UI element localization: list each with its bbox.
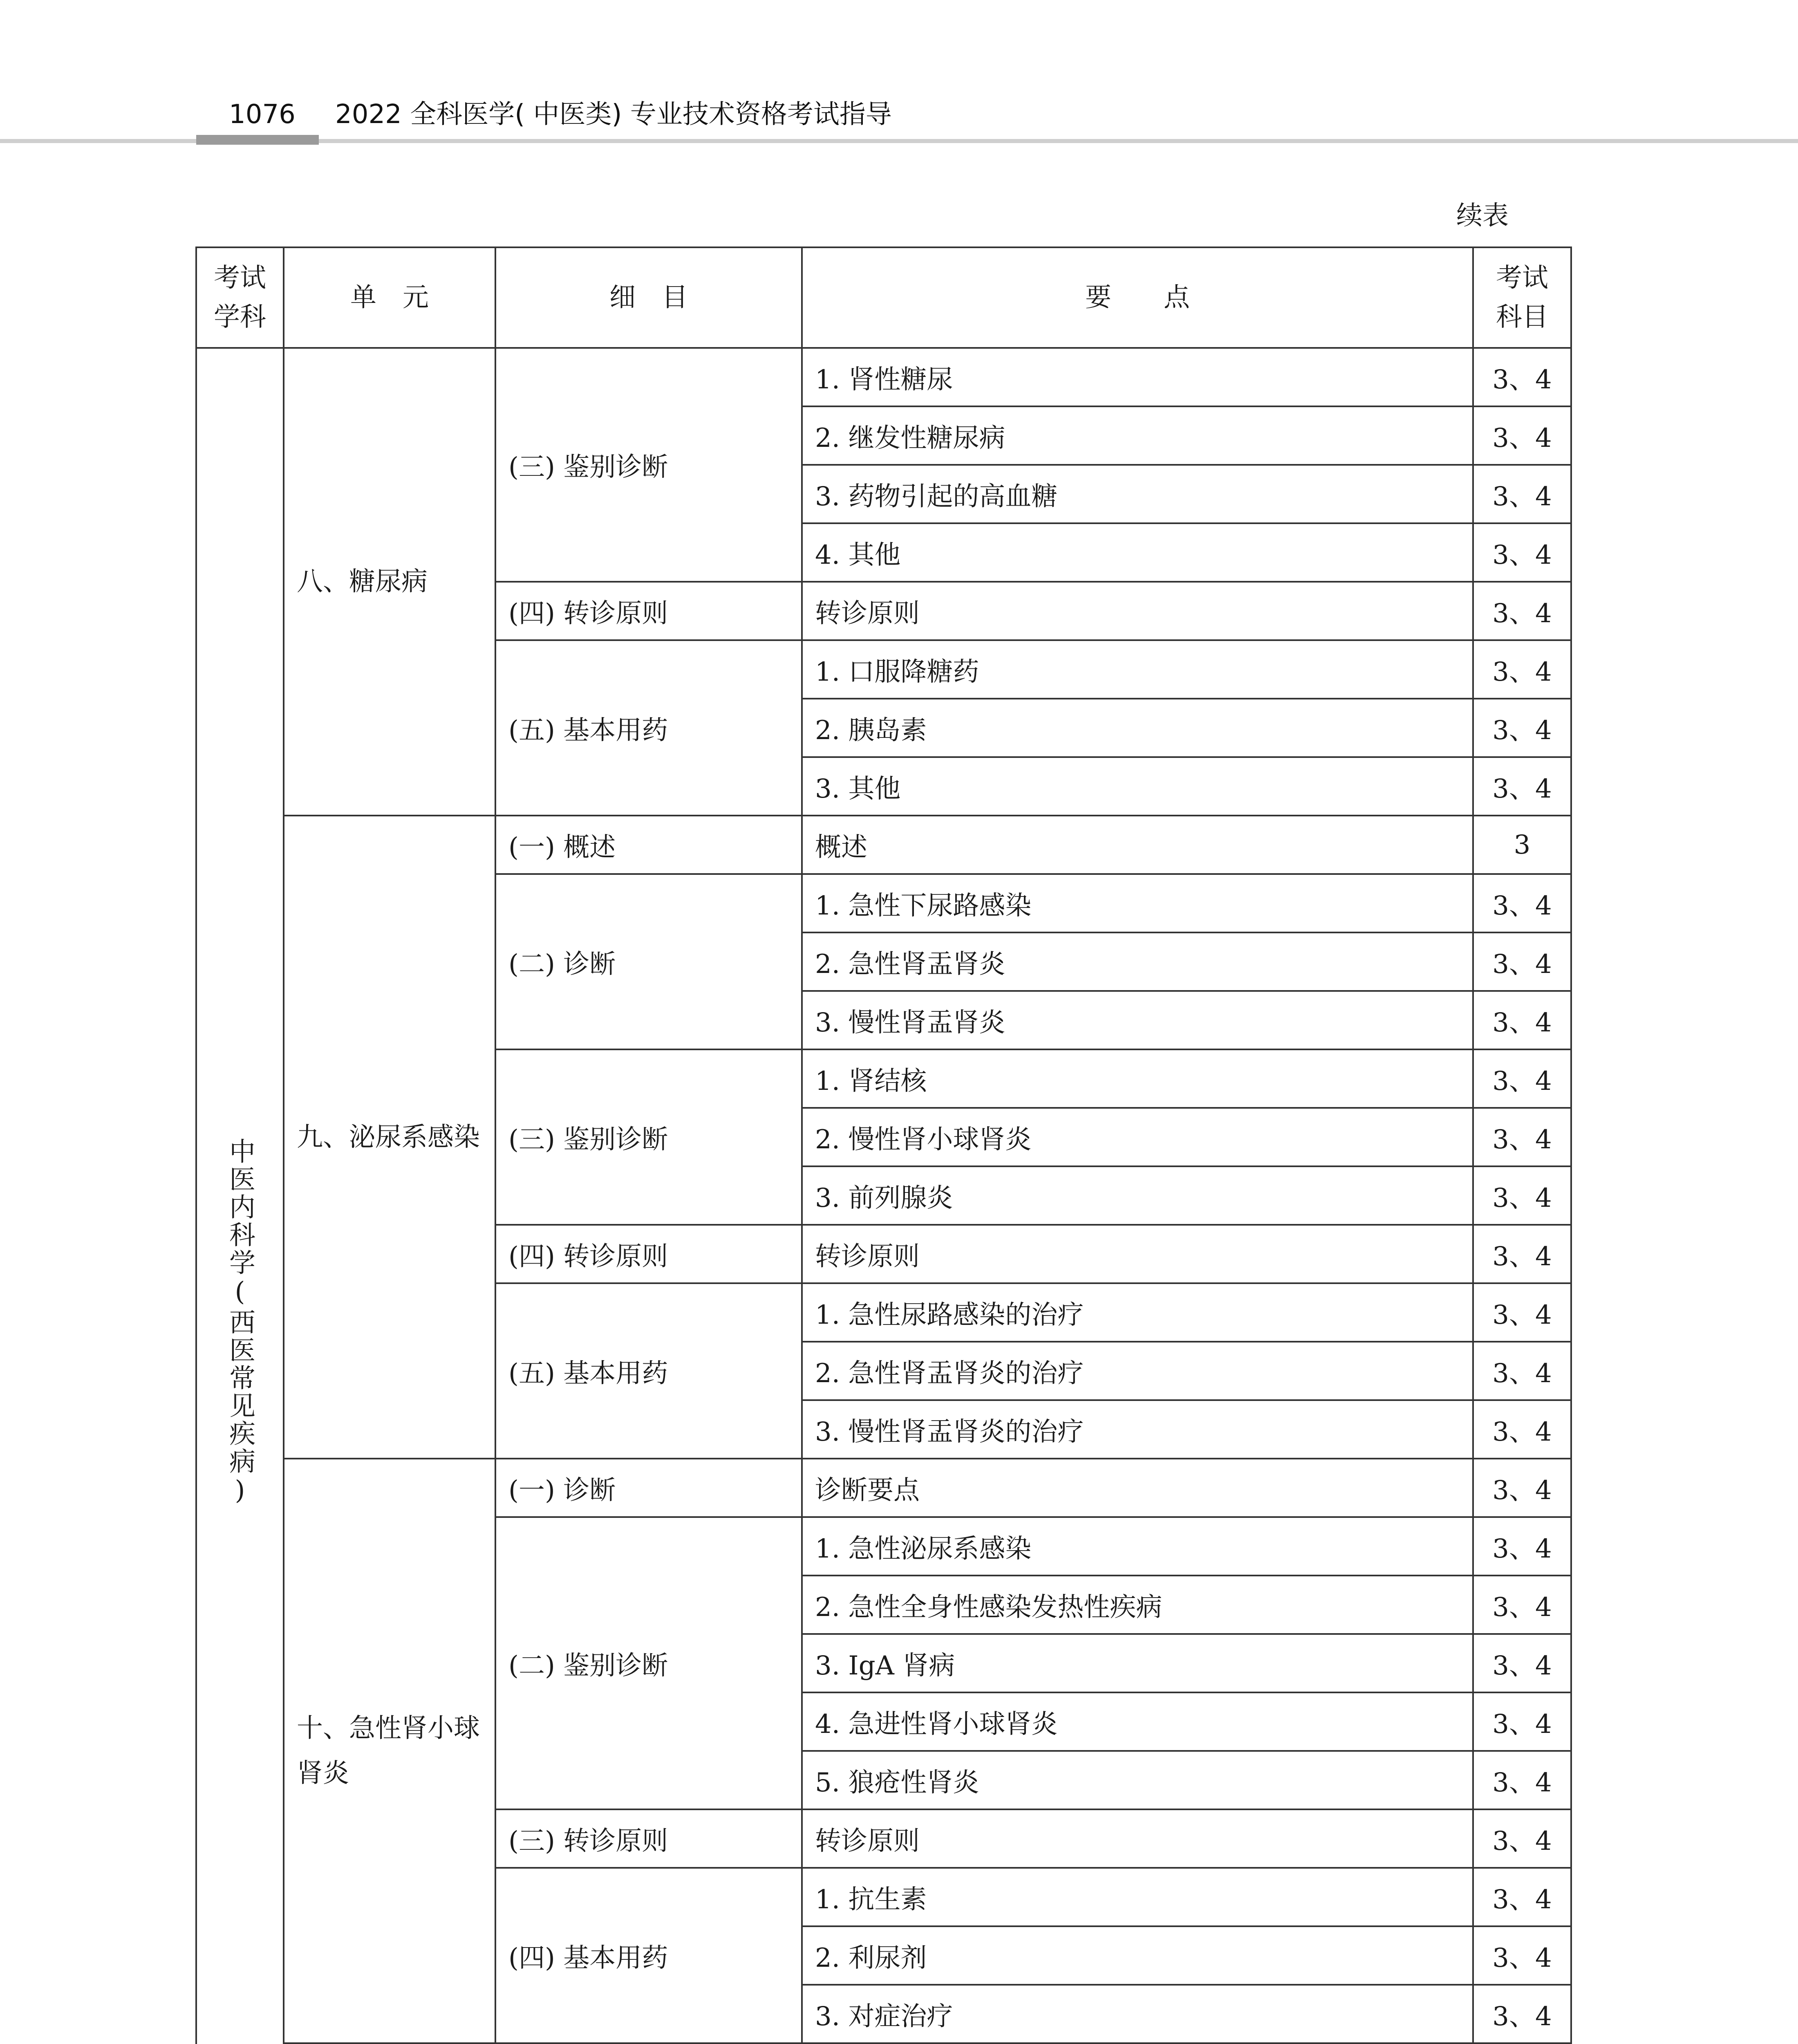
column-header-unit: 单 元 [284,247,495,348]
exam-subject-cell: 3、4 [1473,1400,1571,1459]
point-cell: 3. 其他 [802,757,1473,816]
exam-subject-cell: 3、4 [1473,991,1571,1049]
unit-cell: 十、急性肾小球肾炎 [284,1459,495,2043]
unit-cell: 九、泌尿系感染 [284,816,495,1459]
point-cell: 转诊原则 [802,582,1473,640]
table-row [196,816,1571,874]
continued-label: 续表 [1456,201,1509,231]
item-cell: (三) 鉴别诊断 [495,348,802,582]
exam-subject-cell: 3、4 [1473,1225,1571,1283]
point-cell: 概述 [802,816,1473,874]
point-cell: 5. 狼疮性肾炎 [802,1751,1473,1809]
exam-subject-cell: 3、4 [1473,348,1571,406]
column-header-subject [196,247,284,348]
exam-subject-cell: 3、4 [1473,757,1571,816]
exam-subject-cell: 3 [1473,816,1571,874]
column-header-item: 细 目 [495,247,802,348]
item-cell: (四) 转诊原则 [495,582,802,640]
item-cell: (二) 鉴别诊断 [495,1517,802,1809]
exam-subject-cell: 3、4 [1473,1926,1571,1985]
column-header-subject-text: 考试 学科 [214,263,266,332]
exam-subject-cell: 3、4 [1473,1166,1571,1225]
exam-subject-cell: 3、4 [1473,1985,1571,2043]
point-cell: 转诊原则 [802,1809,1473,1868]
exam-subject-cell: 3、4 [1473,640,1571,699]
table-row [196,348,1571,406]
point-cell: 3. 药物引起的高血糖 [802,465,1473,523]
page-number: 1076 [229,99,296,130]
exam-subject-cell: 3、4 [1473,1692,1571,1751]
column-header-point: 要 点 [802,247,1473,348]
item-cell: (三) 鉴别诊断 [495,1049,802,1225]
point-cell: 3. 前列腺炎 [802,1166,1473,1225]
item-cell: (四) 转诊原则 [495,1225,802,1283]
point-cell: 3. IgA 肾病 [802,1634,1473,1692]
point-cell: 诊断要点 [802,1459,1473,1517]
point-cell: 转诊原则 [802,1225,1473,1283]
subject-text: 中医内科学(西医常见疾病) [225,1137,255,1507]
point-cell: 4. 其他 [802,523,1473,582]
point-cell: 1. 口服降糖药 [802,640,1473,699]
point-cell: 2. 急性肾盂肾炎 [802,932,1473,991]
table-body [196,348,1571,2044]
exam-subject-cell: 3、4 [1473,1634,1571,1692]
exam-subject-cell: 3、4 [1473,1049,1571,1108]
item-cell: (五) 基本用药 [495,640,802,816]
point-cell: 1. 肾结核 [802,1049,1473,1108]
column-header-exam [1473,247,1571,348]
item-cell: (三) 转诊原则 [495,1809,802,1868]
point-cell: 3. 慢性肾盂肾炎的治疗 [802,1400,1473,1459]
point-cell: 3. 慢性肾盂肾炎 [802,991,1473,1049]
point-cell: 1. 急性泌尿系感染 [802,1517,1473,1576]
page-header [0,0,1798,147]
book-title: 2022 全科医学( 中医类) 专业技术资格考试指导 [335,99,892,130]
exam-subject-cell: 3、4 [1473,582,1571,640]
item-cell: (一) 概述 [495,816,802,874]
point-cell: 1. 急性尿路感染的治疗 [802,1283,1473,1342]
point-cell: 2. 慢性肾小球肾炎 [802,1108,1473,1166]
exam-subject-cell: 3、4 [1473,465,1571,523]
item-cell: (一) 诊断 [495,1459,802,1517]
exam-subject-cell: 3、4 [1473,1108,1571,1166]
exam-subject-cell: 3、4 [1473,1283,1571,1342]
exam-subject-cell: 3、4 [1473,1459,1571,1517]
point-cell: 2. 急性全身性感染发热性疾病 [802,1576,1473,1634]
point-cell: 1. 抗生素 [802,1868,1473,1926]
point-cell: 2. 胰岛素 [802,699,1473,757]
syllabus-table [195,247,1572,2044]
exam-subject-cell: 3、4 [1473,1576,1571,1634]
subject-cell [196,348,284,2044]
item-cell: (二) 诊断 [495,874,802,1049]
item-cell: (五) 基本用药 [495,1283,802,1459]
point-cell: 2. 利尿剂 [802,1926,1473,1985]
point-cell: 1. 肾性糖尿 [802,348,1473,406]
exam-subject-cell: 3、4 [1473,874,1571,932]
point-cell: 4. 急进性肾小球肾炎 [802,1692,1473,1751]
point-cell: 2. 继发性糖尿病 [802,406,1473,465]
table-header-row [196,247,1571,348]
exam-subject-cell: 3、4 [1473,406,1571,465]
exam-subject-cell: 3、4 [1473,932,1571,991]
exam-subject-cell: 3、4 [1473,1809,1571,1868]
point-cell: 3. 对症治疗 [802,1985,1473,2043]
header-rule-accent [196,135,319,145]
point-cell: 2. 急性肾盂肾炎的治疗 [802,1342,1473,1400]
item-cell: (四) 基本用药 [495,1868,802,2043]
column-header-exam-text: 考试 科目 [1496,263,1548,332]
exam-subject-cell: 3、4 [1473,1868,1571,1926]
exam-subject-cell: 3、4 [1473,1751,1571,1809]
exam-subject-cell: 3、4 [1473,1342,1571,1400]
unit-cell: 八、糖尿病 [284,348,495,816]
point-cell: 1. 急性下尿路感染 [802,874,1473,932]
table-row [196,1459,1571,1517]
exam-subject-cell: 3、4 [1473,699,1571,757]
exam-subject-cell: 3、4 [1473,523,1571,582]
exam-subject-cell: 3、4 [1473,1517,1571,1576]
